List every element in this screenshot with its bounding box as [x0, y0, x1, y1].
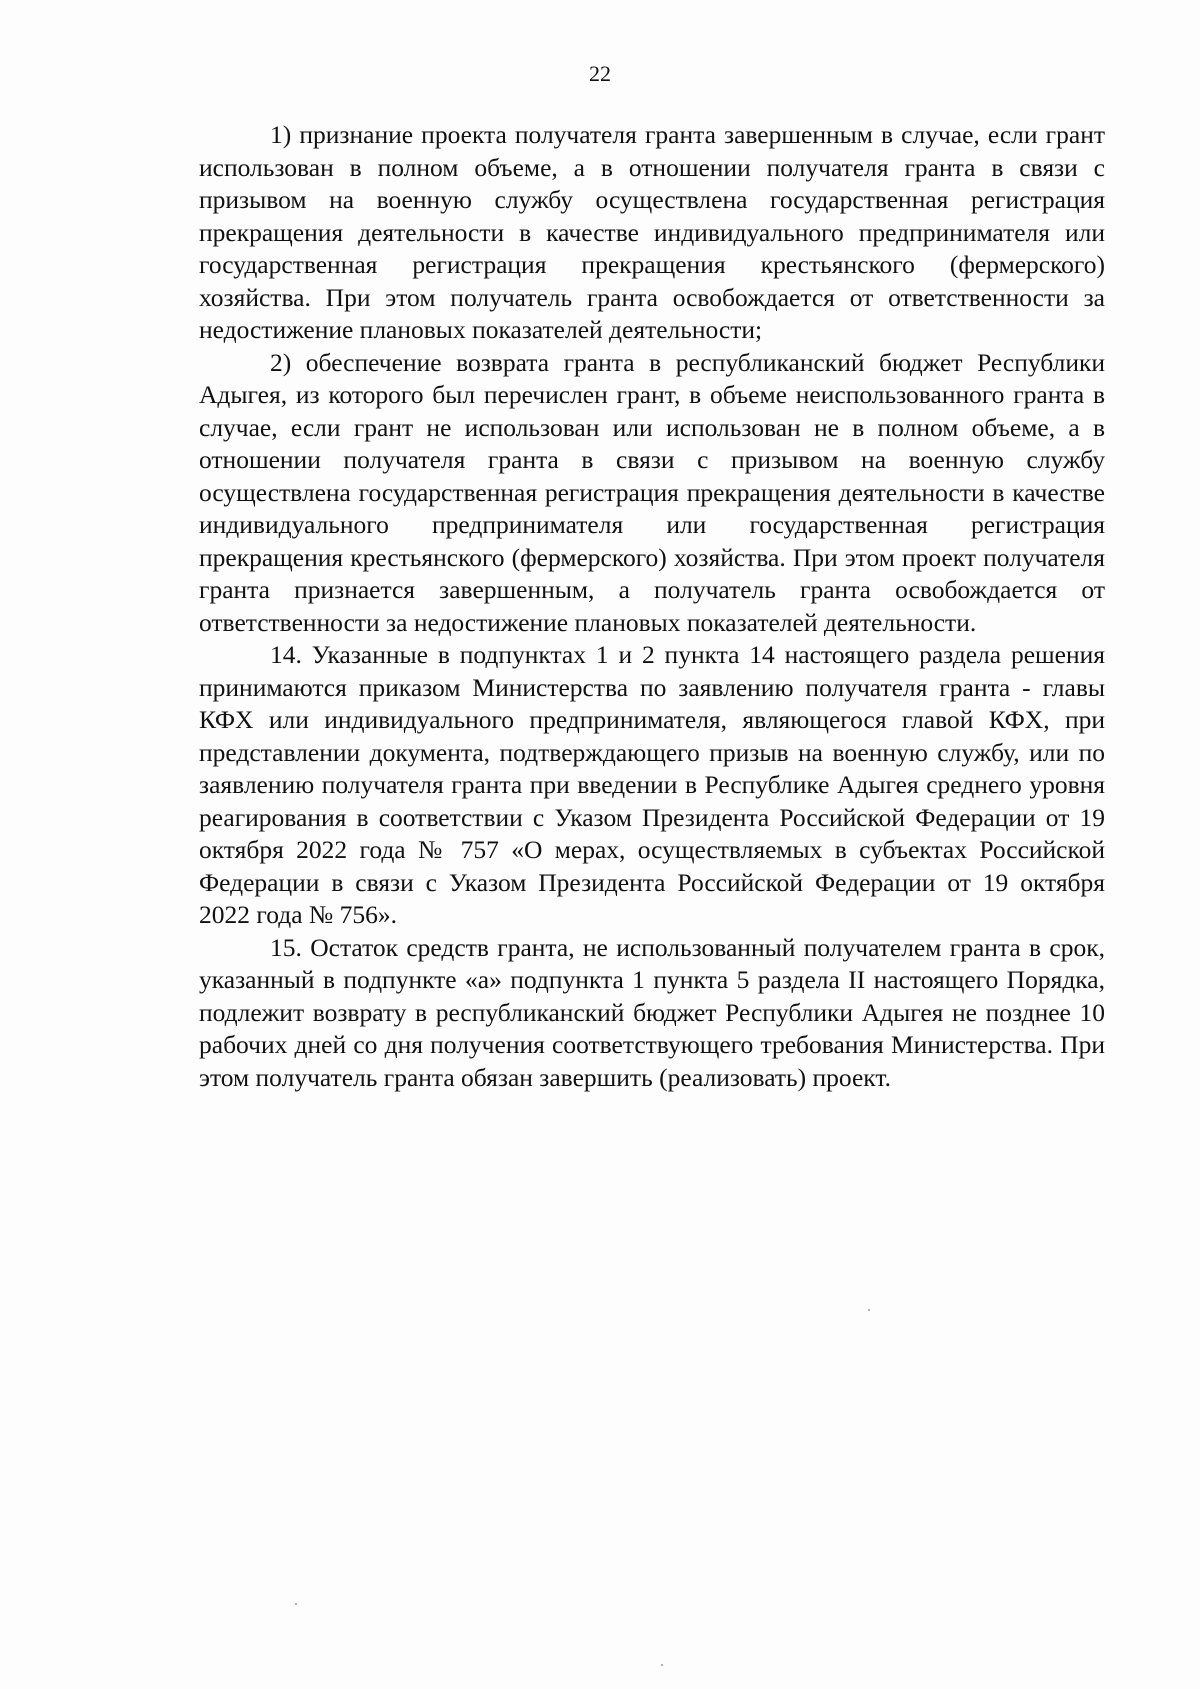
- page-number: 22: [589, 61, 611, 86]
- paragraph-subitem-1: 1) признание проекта получателя гранта завершенным в случае, если грант использован в полном объеме, а в отношении получателя гранта в связи с призывом на военную службу осуществлена государственная регистрация прекращения деятельности в качестве индивидуального предпринимателя или государственная регистрация прекращения крестьянского (фермерского) хозяйства. При этом получатель гранта освобождается от ответственности за недостижение плановых показателей деятельности;: [199, 120, 1105, 344]
- paragraph-item-14: 14. Указанные в подпунктах 1 и 2 пункта 14 настоящего раздела решения принимаются приказом Министерства по заявлению получателя гранта - главы КФХ или индивидуального предпринимателя, являющегося главой КФХ, при представлении документа, подтверждающего призыв на военную службу, или по заявлению получателя гранта при введении в Республике Адыгея среднего уровня реагирования в соответствии с Указом Президента Российской Федерации от 19 октября 2022 года № 757 «О мерах, осуществляемых в субъектах Российской Федерации в связи с Указом Президента Российской Федерации от 19 октября 2022 года № 756».: [199, 640, 1105, 929]
- paragraph-item-15: 15. Остаток средств гранта, не использованный получателем гранта в срок, указанный в подпункте «а» подпункта 1 пункта 5 раздела II настоящего Порядка, подлежит возврату в республиканский бюджет Республики Адыгея не позднее 10 рабочих дней со дня получения соответствующего требования Министерства. При этом получатель гранта обязан завершить (реализовать) проект.: [199, 932, 1105, 1092]
- scan-speck: [661, 1664, 663, 1666]
- paragraph-subitem-2: 2) обеспечение возврата гранта в республиканский бюджет Республики Адыгея, из которого был перечислен грант, в объеме неиспользованного гранта в случае, если грант не использован или использован не в полном объеме, а в отношении получателя гранта в связи с призывом на военную службу осуществлена государственная регистрация прекращения деятельности в качестве индивидуального предпринимателя или государственная регистрация прекращения крестьянского (фермерского) хозяйства. При этом проект получателя гранта признается завершенным, а получатель гранта освобождается от ответственности за недостижение плановых показателей деятельности.: [199, 347, 1105, 637]
- scan-speck: [295, 1603, 297, 1605]
- scan-speck: [868, 1309, 870, 1311]
- document-body: [199, 119, 1105, 1094]
